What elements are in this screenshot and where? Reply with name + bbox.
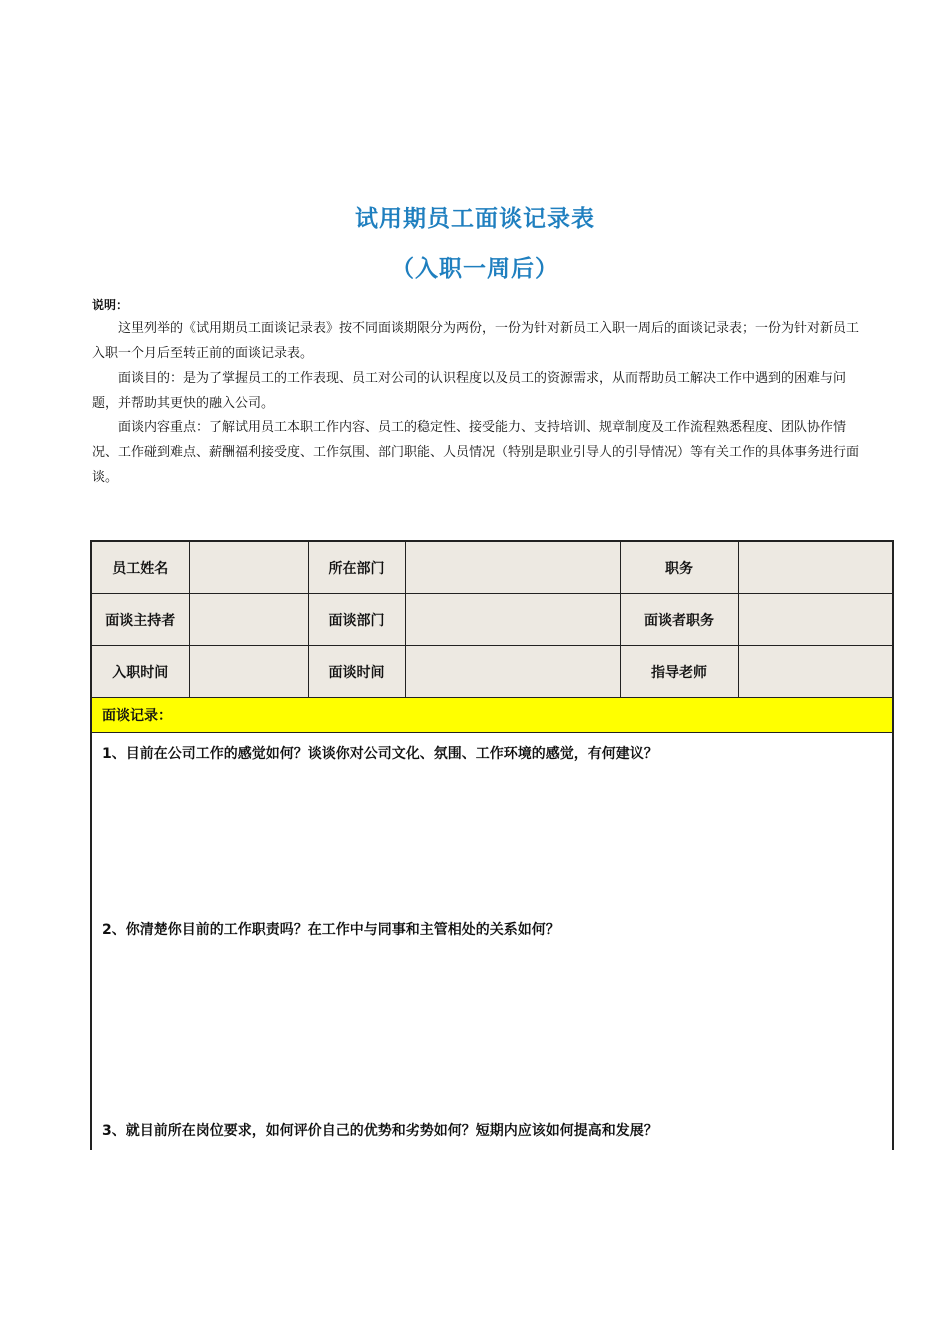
- label-interview-date: 面谈时间: [308, 646, 405, 698]
- label-interview-host: 面谈主持者: [91, 594, 189, 646]
- document-subtitle: （入职一周后）: [391, 256, 559, 282]
- question-row: [91, 733, 893, 910]
- intro-paragraph: 这里列举的《试用期员工面谈记录表》按不同面谈期限分为两份，一份为针对新员工入职一周后的面谈记录表；一份为针对新员工入职一个月后至转正前的面谈记录表。: [92, 321, 860, 361]
- note-label: 说明：: [92, 298, 129, 312]
- label-hire-date: 入职时间: [91, 646, 189, 698]
- content-paragraph: 面谈内容重点：了解试用员工本职工作内容、员工的稳定性、接受能力、支持培训、规章制度及工作流程熟悉程度、团队协作情况、工作碰到难点、薪酬福利接受度、工作氛围、部门职能、人员情况（特别是职业引导人的引导情况）等有关工作的具体事务进行面谈。: [92, 420, 860, 485]
- table-row: [91, 646, 893, 698]
- interview-host-field[interactable]: [189, 594, 308, 646]
- label-mentor: 指导老师: [620, 646, 738, 698]
- department-field[interactable]: [405, 541, 620, 594]
- interviewer-position-field[interactable]: [738, 594, 893, 646]
- position-field[interactable]: [738, 541, 893, 594]
- interview-department-field[interactable]: [405, 594, 620, 646]
- table-row: [91, 541, 893, 594]
- interview-date-field[interactable]: [405, 646, 620, 698]
- label-employee-name: 员工姓名: [91, 541, 189, 594]
- question-2[interactable]: 2、你清楚你目前的工作职责吗？在工作中与同事和主管相处的关系如何？: [91, 909, 893, 1110]
- label-position: 职务: [620, 541, 738, 594]
- table-row: [91, 594, 893, 646]
- record-label: 面谈记录：: [91, 698, 893, 733]
- employee-name-field[interactable]: [189, 541, 308, 594]
- mentor-field[interactable]: [738, 646, 893, 698]
- purpose-paragraph: 面谈目的：是为了掌握员工的工作表现、员工对公司的认识程度以及员工的资源需求，从而帮助员工解决工作中遇到的困难与问题，并帮助其更快的融入公司。: [92, 371, 847, 411]
- interview-form-table: [90, 540, 894, 1150]
- label-interview-department: 面谈部门: [308, 594, 405, 646]
- question-row: [91, 909, 893, 1110]
- document-title: 试用期员工面谈记录表: [355, 206, 595, 232]
- question-3[interactable]: 3、就目前所在岗位要求，如何评价自己的优势和劣势如何？短期内应该如何提高和发展？: [91, 1110, 893, 1150]
- label-department: 所在部门: [308, 541, 405, 594]
- question-1[interactable]: 1、目前在公司工作的感觉如何？谈谈你对公司文化、氛围、工作环境的感觉，有何建议？: [91, 733, 893, 910]
- hire-date-field[interactable]: [189, 646, 308, 698]
- question-row: [91, 1110, 893, 1150]
- label-interviewer-position: 面谈者职务: [620, 594, 738, 646]
- record-header-row: [91, 698, 893, 733]
